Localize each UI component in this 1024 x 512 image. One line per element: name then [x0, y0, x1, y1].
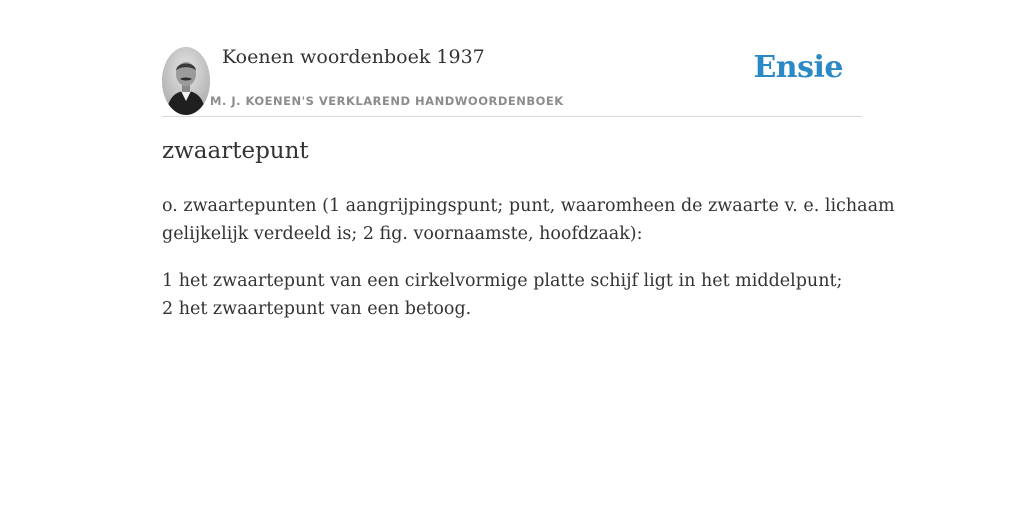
definition-line: gelijkelijk verdeeld is; 2 fig. voornaamste, hoofdzaak):	[162, 224, 643, 244]
dictionary-title-link[interactable]: Koenen woordenboek 1937	[222, 46, 485, 68]
ensie-logo-link[interactable]: Ensie	[753, 50, 843, 85]
entry-headword: zwaartepunt	[162, 138, 309, 164]
example-line: 2 het zwaartepunt van een betoog.	[162, 299, 472, 319]
author-portrait-graphic	[162, 47, 210, 115]
example-line: 1 het zwaartepunt van een cirkelvormige platte schijf ligt in het middelpunt;	[162, 271, 843, 291]
entry-definition	[162, 192, 895, 248]
definition-line: o. zwaartepunten (1 aangrijpingspunt; punt, waaromheen de zwaarte v. e. lichaam	[162, 196, 895, 216]
entry-examples	[162, 267, 862, 323]
author-portrait-icon	[162, 47, 210, 115]
dictionary-subtitle: M. J. KOENEN'S VERKLAREND HANDWOORDENBOEK	[210, 94, 564, 108]
dictionary-header	[162, 44, 862, 117]
